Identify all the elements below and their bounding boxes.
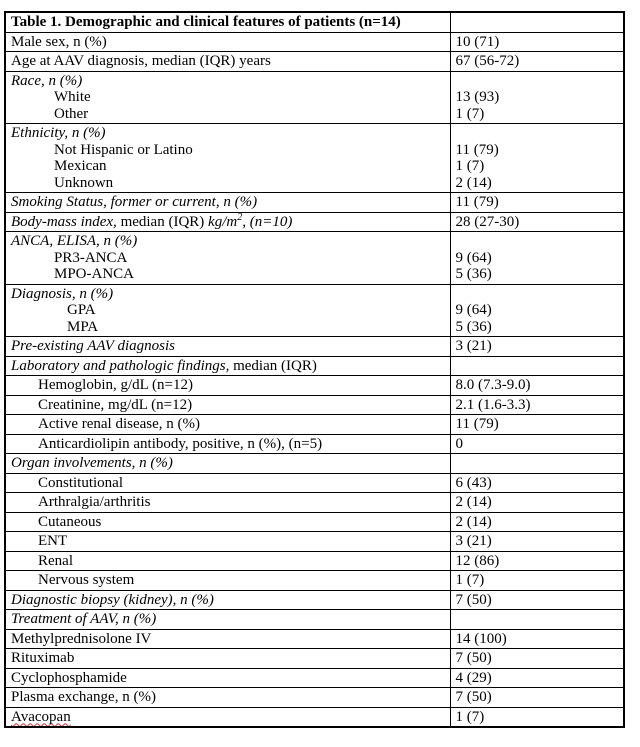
feature-label-text: Constitutional <box>38 474 124 491</box>
feature-label-text: PR3-ANCA <box>54 249 128 266</box>
table-row <box>5 707 624 727</box>
feature-label-line <box>11 611 445 628</box>
feature-label-line <box>11 125 445 142</box>
feature-label-text: ANCA, ELISA, n (%) <box>11 233 138 249</box>
feature-cell <box>5 124 450 193</box>
feature-value-line: 7 (50) <box>455 650 492 666</box>
feature-label-text: Unknown <box>54 174 114 191</box>
feature-label-text: Creatinine, mg/dL (n=12) <box>38 396 193 413</box>
feature-label-line <box>11 358 445 375</box>
feature-label-text: Organ involvements, n (%) <box>11 455 173 471</box>
feature-label-line <box>11 142 445 159</box>
value-cell <box>450 356 624 376</box>
value-cell <box>450 193 624 213</box>
feature-value-line: 2.1 (1.6-3.3) <box>455 396 531 413</box>
feature-value-line: 13 (93) <box>455 89 500 105</box>
feature-label-line <box>11 397 445 414</box>
table-row <box>5 71 624 124</box>
table-row <box>5 193 624 213</box>
value-cell <box>450 415 624 435</box>
feature-label-text: Diagnosis, n (%) <box>11 285 114 302</box>
feature-label-text: 2 <box>237 212 243 223</box>
feature-cell <box>5 71 450 124</box>
feature-cell <box>5 493 450 513</box>
feature-label-text: median (IQR) <box>116 213 209 230</box>
feature-cell <box>5 454 450 474</box>
feature-cell <box>5 707 450 727</box>
value-cell <box>450 571 624 591</box>
feature-label-text: , (n=10) <box>242 213 293 230</box>
value-cell <box>450 71 624 124</box>
feature-label-line <box>11 475 445 492</box>
feature-label-line <box>11 572 445 589</box>
feature-value-line: 10 (71) <box>455 33 500 50</box>
table-row <box>5 434 624 454</box>
value-cell <box>450 337 624 357</box>
table-row <box>5 649 624 669</box>
feature-value-line: 6 (43) <box>455 474 492 491</box>
table-row <box>5 532 624 552</box>
feature-label-text: Mexican <box>54 158 107 174</box>
feature-cell <box>5 284 450 337</box>
table-row <box>5 124 624 193</box>
value-cell <box>450 629 624 649</box>
feature-value-line <box>456 14 619 31</box>
table-row <box>5 395 624 415</box>
feature-cell <box>5 32 450 52</box>
table-title-text: Table 1. Demographic and clinical features of patients (n=14) <box>11 14 401 30</box>
feature-value-line: 4 (29) <box>455 669 492 686</box>
feature-label-line <box>11 416 445 433</box>
feature-value-line: 9 (64) <box>455 249 492 266</box>
feature-cell <box>5 193 450 213</box>
feature-label-text: Hemoglobin, g/dL (n=12) <box>38 377 193 393</box>
feature-value-line: 2 (14) <box>455 494 492 510</box>
feature-label-line <box>11 89 445 106</box>
feature-label-line <box>11 533 445 550</box>
table-row <box>5 32 624 52</box>
feature-value-line: 7 (50) <box>455 689 492 705</box>
feature-label-line <box>11 73 445 90</box>
value-cell <box>450 376 624 396</box>
feature-value-line: 12 (86) <box>455 552 500 569</box>
feature-label-line <box>11 302 445 319</box>
feature-label-text: kg/m <box>208 213 238 230</box>
feature-label-text: Smoking Status, former or current, n (%) <box>11 194 258 210</box>
table-row <box>5 629 624 649</box>
feature-label-line <box>11 34 445 51</box>
table-row <box>5 610 624 630</box>
feature-label-line <box>11 514 445 531</box>
feature-label-line <box>11 436 445 453</box>
feature-value-line: 1 (7) <box>455 708 485 725</box>
table-title-row <box>5 12 624 32</box>
value-cell <box>450 473 624 493</box>
feature-value-line <box>456 455 619 472</box>
feature-label-line <box>11 689 445 706</box>
feature-value-line <box>456 73 619 90</box>
feature-label-line <box>11 106 445 123</box>
feature-cell <box>5 571 450 591</box>
feature-value-line: 8.0 (7.3-9.0) <box>455 377 531 393</box>
feature-label-text: Other <box>54 105 89 122</box>
value-cell <box>450 232 624 285</box>
table-row <box>5 493 624 513</box>
feature-value-line: 9 (64) <box>455 302 492 318</box>
misspelled-word: Avacopan <box>11 708 71 725</box>
feature-value-line: 14 (100) <box>455 630 507 647</box>
feature-label-text: Rituximab <box>11 650 75 666</box>
feature-cell <box>5 610 450 630</box>
feature-value-line: 67 (56-72) <box>455 53 520 69</box>
feature-value-line: 2 (14) <box>455 174 492 191</box>
feature-label-line <box>11 553 445 570</box>
feature-label-text: Ethnicity, n (%) <box>11 125 106 141</box>
demographics-table <box>4 11 625 728</box>
feature-label-line <box>11 650 445 667</box>
value-cell <box>450 551 624 571</box>
feature-label-line <box>11 266 445 283</box>
feature-value-line <box>456 233 619 250</box>
feature-label-text: White <box>54 89 91 105</box>
table-row <box>5 52 624 72</box>
table-row <box>5 376 624 396</box>
feature-label-text: Anticardiolipin antibody, positive, n (%), (n=5) <box>38 435 323 452</box>
value-cell <box>450 610 624 630</box>
table-row <box>5 415 624 435</box>
feature-cell <box>5 551 450 571</box>
feature-value-line: 3 (21) <box>455 533 492 549</box>
feature-cell <box>5 12 450 32</box>
feature-label-text: Nervous system <box>38 572 135 588</box>
feature-label-line <box>11 194 445 211</box>
value-cell <box>450 12 624 32</box>
feature-label-text: Pre-existing AAV diagnosis <box>11 338 175 354</box>
feature-label-text: Not Hispanic or Latino <box>54 141 193 158</box>
feature-value-line: 3 (21) <box>455 338 492 354</box>
feature-value-line: 1 (7) <box>455 158 485 174</box>
value-cell <box>450 649 624 669</box>
feature-label-text: MPA <box>67 318 99 335</box>
table-row <box>5 571 624 591</box>
feature-value-line: 11 (79) <box>455 141 499 158</box>
table-row <box>5 232 624 285</box>
feature-label-text: MPO-ANCA <box>54 266 135 282</box>
value-cell <box>450 532 624 552</box>
feature-label-text: Arthralgia/arthritis <box>38 494 151 510</box>
feature-label-line <box>11 377 445 394</box>
table-row <box>5 668 624 688</box>
feature-label-text: Cyclophosphamide <box>11 669 127 686</box>
table-row <box>5 284 624 337</box>
feature-cell <box>5 52 450 72</box>
feature-cell <box>5 232 450 285</box>
value-cell <box>450 454 624 474</box>
feature-value-line <box>456 125 619 142</box>
table-row <box>5 590 624 610</box>
feature-label-text: Age at AAV diagnosis, median (IQR) years <box>11 53 271 69</box>
feature-cell <box>5 376 450 396</box>
value-cell <box>450 32 624 52</box>
value-cell <box>450 707 624 727</box>
feature-label-line <box>11 14 445 31</box>
feature-cell <box>5 473 450 493</box>
feature-label-text: Treatment of AAV, n (%) <box>11 611 157 627</box>
feature-label-line <box>11 455 445 472</box>
feature-label-text: Cutaneous <box>38 513 102 530</box>
feature-value-line: 1 (7) <box>455 105 485 122</box>
value-cell <box>450 668 624 688</box>
feature-cell <box>5 212 450 232</box>
feature-label-text: median (IQR) <box>229 357 317 374</box>
feature-label-line <box>11 631 445 648</box>
feature-label-line <box>11 494 445 511</box>
value-cell <box>450 124 624 193</box>
feature-value-line <box>456 286 619 303</box>
table-row <box>5 551 624 571</box>
table-row <box>5 356 624 376</box>
table-row <box>5 688 624 708</box>
feature-label-text: Race, n (%) <box>11 72 83 89</box>
feature-label-line <box>11 592 445 609</box>
feature-label-line <box>11 709 445 726</box>
feature-cell <box>5 590 450 610</box>
feature-label-line <box>11 250 445 267</box>
table-row <box>5 454 624 474</box>
table-row <box>5 473 624 493</box>
table-row <box>5 212 624 232</box>
value-cell <box>450 434 624 454</box>
feature-value-line <box>456 611 619 628</box>
feature-value-line: 11 (79) <box>455 416 499 432</box>
value-cell <box>450 395 624 415</box>
feature-label-text: GPA <box>67 302 96 318</box>
table-row <box>5 337 624 357</box>
feature-value-line: 28 (27-30) <box>455 213 520 230</box>
value-cell <box>450 212 624 232</box>
value-cell <box>450 284 624 337</box>
feature-label-line <box>11 175 445 192</box>
feature-value-line: 1 (7) <box>455 572 485 588</box>
feature-value-line <box>456 358 619 375</box>
feature-label-text: Body-mass index, <box>11 213 117 230</box>
feature-cell <box>5 395 450 415</box>
feature-cell <box>5 668 450 688</box>
feature-cell <box>5 512 450 532</box>
feature-label-line <box>11 338 445 355</box>
feature-value-line: 5 (36) <box>455 266 492 282</box>
feature-value-line: 2 (14) <box>455 513 492 530</box>
feature-label-text: Plasma exchange, n (%) <box>11 689 156 705</box>
feature-value-line: 7 (50) <box>455 591 492 608</box>
value-cell <box>450 688 624 708</box>
feature-cell <box>5 649 450 669</box>
feature-label-text: Active renal disease, n (%) <box>38 416 201 432</box>
feature-label-line <box>11 670 445 687</box>
feature-label-text: Male sex, n (%) <box>11 33 107 50</box>
feature-label-text: ENT <box>38 533 68 549</box>
feature-label-text: Renal <box>38 552 73 569</box>
feature-label-line <box>11 233 445 250</box>
feature-value-line: 5 (36) <box>455 318 492 335</box>
feature-label-text: Methylprednisolone IV <box>11 630 152 647</box>
value-cell <box>450 52 624 72</box>
table-row <box>5 512 624 532</box>
feature-label-text: Laboratory and pathologic findings, <box>11 357 230 374</box>
value-cell <box>450 493 624 513</box>
value-cell <box>450 590 624 610</box>
feature-cell <box>5 688 450 708</box>
feature-cell <box>5 415 450 435</box>
feature-label-line <box>11 53 445 70</box>
feature-value-line: 0 <box>455 435 463 452</box>
feature-cell <box>5 434 450 454</box>
feature-label-line <box>11 214 445 231</box>
feature-cell <box>5 356 450 376</box>
value-cell <box>450 512 624 532</box>
feature-label-text: Diagnostic biopsy (kidney), n (%) <box>11 591 214 608</box>
feature-label-line <box>11 158 445 175</box>
feature-cell <box>5 337 450 357</box>
feature-cell <box>5 629 450 649</box>
feature-value-line: 11 (79) <box>455 194 499 210</box>
feature-label-line <box>11 319 445 336</box>
feature-label-line <box>11 286 445 303</box>
feature-cell <box>5 532 450 552</box>
